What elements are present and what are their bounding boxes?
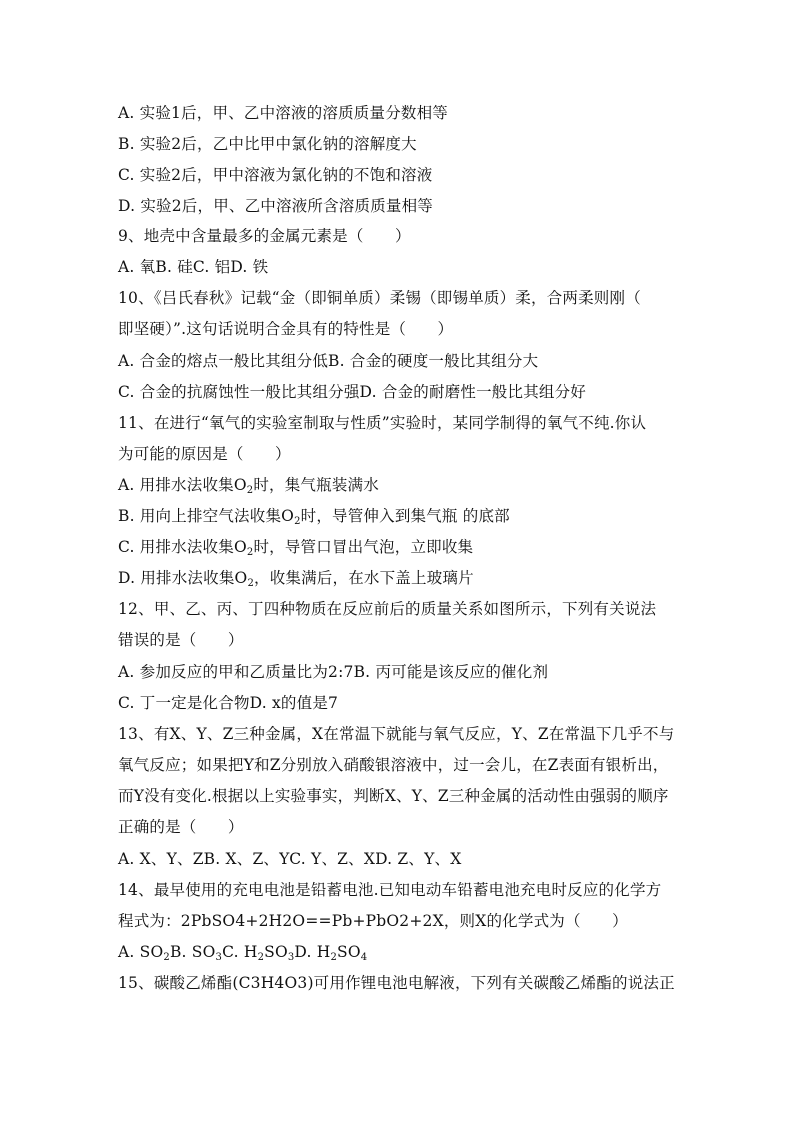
q9-options: A. 氧B. 硅C. 铝D. 铁: [118, 258, 269, 276]
subscript: 2: [257, 952, 265, 963]
subscript: 2: [163, 952, 170, 963]
q11-option-a: [118, 475, 379, 495]
q15-stem-line1: 15、碳酸乙烯酯(C3H4O3)可用作锂电池电解液，下列有关碳酸乙烯酯的说法正: [118, 974, 675, 992]
subscript: 4: [360, 952, 368, 963]
q10-stem-line2: 即坚硬）”.这句话说明合金具有的特性是（ ）: [118, 320, 454, 338]
q13-stem-line1: 13、有X、Y、Z三种金属，X在常温下就能与氧气反应，Y、Z在常温下几乎不与: [118, 725, 675, 743]
q11-option-b-text: B. 用向上排空气法收集O: [118, 507, 295, 525]
q12-options-cd: C. 丁一定是化合物D. x的值是7: [118, 694, 339, 712]
q14-stem-line1: 14、最早使用的充电电池是铅蓄电池.已知电动车铅蓄电池充电时反应的化学方: [118, 881, 662, 899]
q11-option-d-text: D. 用排水法收集O: [118, 569, 248, 587]
q11-option-b: [118, 506, 510, 526]
subscript: 2: [247, 578, 254, 589]
q11-option-c-text-end: 时，导管口冒出气泡，立即收集: [253, 538, 474, 556]
subscript: 3: [215, 952, 223, 963]
q11-option-b-text-end: 时，导管伸入到集气瓶 的底部: [300, 507, 510, 525]
subscript: 3: [287, 952, 295, 963]
q9-stem: 9、地壳中含量最多的金属元素是（ ）: [118, 227, 411, 245]
q14-stem-line2: 程式为：2PbSO4+2H2O==Pb+PbO2+2X，则X的化学式为（ ）: [118, 912, 628, 930]
q12-stem-line2: 错误的是（ ）: [118, 631, 244, 649]
q11-option-c-text: C. 用排水法收集O: [118, 538, 247, 556]
q13-options: A. X、Y、ZB. X、Z、YC. Y、Z、XD. Z、Y、X: [118, 850, 462, 868]
q10-options-ab: A. 合金的熔点一般比其组分低B. 合金的硬度一般比其组分大: [118, 352, 539, 370]
q11-option-a-text: A. 用排水法收集O: [118, 476, 247, 494]
q8-option-d: D. 实验2后，甲、乙中溶液所含溶质质量相等: [118, 197, 433, 215]
q10-stem-line1: 10、《吕氏春秋》记载“金（即铜单质）柔锡（即锡单质）柔，合两柔则刚（: [118, 289, 641, 307]
q11-option-a-text-end: 时，集气瓶装满水: [253, 476, 379, 494]
q13-stem-line2: 氧气反应；如果把Y和Z分别放入硝酸银溶液中，过一会儿，在Z表面有银析出，: [118, 756, 669, 774]
q8-option-b: B. 实验2后，乙中比甲中氯化钠的溶解度大: [118, 135, 417, 153]
q12-stem-line1: 12、甲、乙、丙、丁四种物质在反应前后的质量关系如图所示，下列有关说法: [118, 600, 657, 618]
q11-option-d-text-end: ，收集满后，在水下盖上玻璃片: [254, 569, 474, 587]
q10-options-cd: C. 合金的抗腐蚀性一般比其组分强D. 合金的耐磨性一般比其组分好: [118, 383, 586, 401]
q14-option-b: B. SO: [169, 943, 216, 961]
subscript: 2: [330, 952, 338, 963]
q11-stem-line1: 11、在进行“氧气的实验室制取与性质”实验时，某同学制得的氧气不纯.你认: [118, 414, 647, 432]
q12-options-ab: A. 参加反应的甲和乙质量比为2:7B. 丙可能是该反应的催化剂: [118, 663, 549, 681]
q8-option-a: A. 实验1后，甲、乙中溶液的溶质质量分数相等: [118, 104, 449, 122]
q14-option-a: A. SO: [118, 943, 164, 961]
q13-stem-line4: 正确的是（ ）: [118, 818, 244, 836]
subscript: 2: [294, 516, 301, 527]
q11-stem-line2: 为可能的原因是（ ）: [118, 445, 291, 463]
q14-option-c: C. H: [222, 943, 258, 961]
subscript: 2: [246, 485, 254, 496]
subscript: 2: [246, 547, 254, 558]
q14-option-d-mid: SO: [337, 943, 361, 961]
q11-option-c: [118, 537, 473, 557]
q14-option-c-mid: SO: [264, 943, 288, 961]
q8-option-c: C. 实验2后，甲中溶液为氯化钠的不饱和溶液: [118, 166, 433, 184]
q14-options: [118, 942, 367, 962]
q14-option-d: D. H: [294, 943, 331, 961]
q13-stem-line3: 而Y没有变化.根据以上实验事实，判断X、Y、Z三种金属的活动性由强弱的顺序: [118, 787, 669, 805]
q11-option-d: [118, 568, 474, 588]
